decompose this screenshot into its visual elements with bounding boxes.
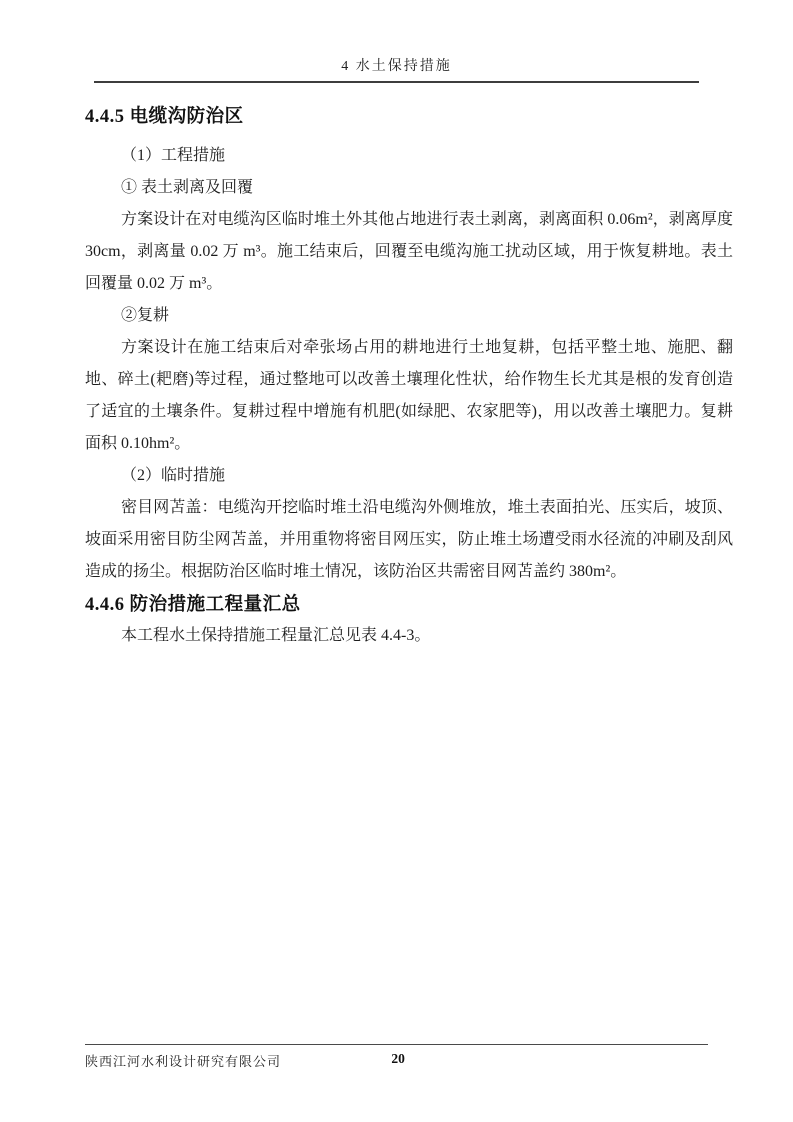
- item-label-engineering-measures: （1）工程措施: [121, 147, 226, 164]
- section-heading-445: 4.4.5 电缆沟防治区: [85, 107, 244, 127]
- section-heading-446: 4.4.6 防治措施工程量汇总: [85, 595, 301, 615]
- page-header: [94, 55, 699, 83]
- page-content: [85, 96, 733, 652]
- footer-page-number: 20: [391, 1051, 405, 1066]
- item-label-temporary-measures: （2）临时措施: [121, 467, 226, 484]
- subitem-label-recultivation: ②复耕: [121, 307, 170, 324]
- paragraph-measures-summary: 本工程水土保持措施工程量汇总见表 4.4-3。: [121, 627, 431, 644]
- page-footer: [85, 1044, 708, 1069]
- footer-company-name: 陕西江河水利设计研究有限公司: [85, 1054, 282, 1069]
- subitem-label-topsoil-stripping: ① 表土剥离及回覆: [121, 179, 254, 196]
- paragraph-topsoil-stripping: 方案设计在对电缆沟区临时堆土外其他占地进行表土剥离，剥离面积 0.06m²，剥离厚度 30cm，剥离量 0.02 万 m³。施工结束后，回覆至电缆沟施工扰动区域，用于恢复耕地。表土回覆量 0.02 万 m³。: [85, 211, 733, 292]
- header-title: 4 水土保持措施: [341, 59, 452, 74]
- paragraph-recultivation: 方案设计在施工结束后对牵张场占用的耕地进行土地复耕，包括平整土地、施肥、翻地、碎土(耙磨)等过程，通过整地可以改善土壤理化性状，给作物生长尤其是根的发育创造了适宜的土壤条件。复耕过程中增施有机肥(如绿肥、农家肥等)，用以改善土壤肥力。复耕面积 0.10hm²。: [85, 339, 733, 452]
- paragraph-dustproof-net-cover: 密目网苫盖：电缆沟开挖临时堆土沿电缆沟外侧堆放，堆土表面拍光、压实后，坡顶、坡面采用密目防尘网苫盖，并用重物将密目网压实，防止堆土场遭受雨水径流的冲刷及刮风造成的扬尘。根据防治区临时堆土情况，该防治区共需密目网苫盖约 380m²。: [85, 499, 733, 580]
